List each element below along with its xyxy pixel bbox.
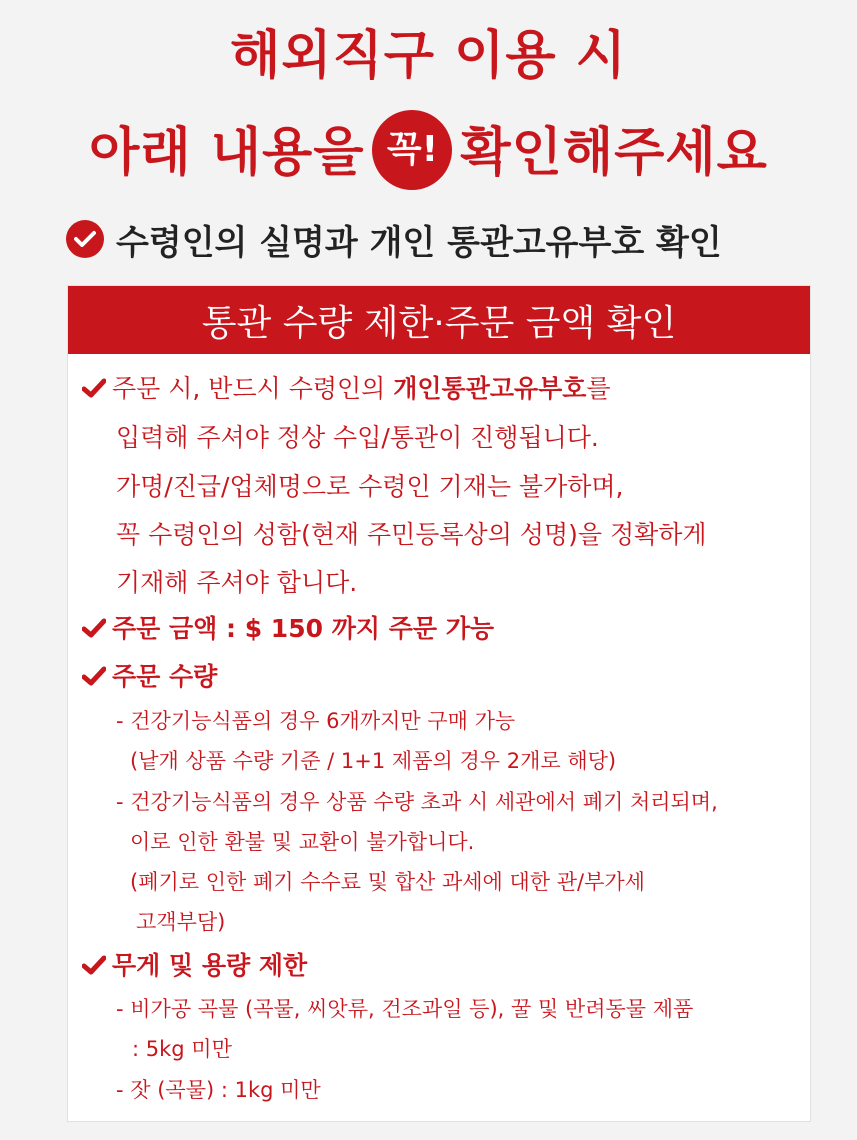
order-quantity-heading: 주문 수량 <box>112 662 218 691</box>
section1-line5: 기재해 주셔야 합니다. <box>116 568 358 597</box>
list-item: - 잣 (곡물) : 1kg 미만 <box>116 1078 321 1102</box>
section1-line2: 입력해 주셔야 정상 수입/통관이 진행됩니다. <box>116 423 599 452</box>
list-item: (폐기로 인한 폐기 수수료 및 합산 과세에 대한 관/부가세 <box>130 870 645 894</box>
notice-card <box>67 285 811 1122</box>
list-item: - 비가공 곡물 (곡물, 씨앗류, 건조과일 등), 꿀 및 반려동물 제품 <box>116 997 694 1021</box>
list-item: - 건강기능식품의 경우 6개까지만 구매 가능 <box>116 709 516 733</box>
list-item: 이로 인한 환불 및 교환이 불가합니다. <box>130 830 475 854</box>
list-item: 고객부담) <box>136 910 226 934</box>
order-amount-text: 주문 금액 : $ 150 까지 주문 가능 <box>112 614 495 643</box>
check-heading-text: 수령인의 실명과 개인 통관고유부호 확인 <box>116 222 722 263</box>
section1-line4: 꼭 수령인의 성함(현재 주민등록상의 성명)을 정확하게 <box>116 520 707 549</box>
title-line-2-start: 아래 내용을 <box>89 123 365 183</box>
title-line-2 <box>0 116 857 196</box>
section1-text-a: 주문 시, 반드시 수령인의 <box>112 374 386 403</box>
section2-line <box>82 609 494 649</box>
checkmark-icon <box>82 657 112 697</box>
card-header: 통관 수량 제한·주문 금액 확인 <box>68 286 810 354</box>
section1-line3: 가명/진급/업체명으로 수령인 기재는 불가하며, <box>116 472 624 501</box>
list-item: - 건강기능식품의 경우 상품 수량 초과 시 세관에서 폐기 처리되며, <box>116 790 718 814</box>
checkmark-icon <box>82 609 112 649</box>
checkmark-icon <box>82 369 112 409</box>
list-item: (낱개 상품 수량 기준 / 1+1 제품의 경우 2개로 해당) <box>130 749 617 773</box>
check-heading <box>66 214 722 264</box>
list-item: : 5kg 미만 <box>132 1037 232 1061</box>
title-line-1: 해외직구 이용 시 <box>230 26 627 86</box>
section1-text-b: 를 <box>586 374 611 403</box>
weight-limit-heading: 무게 및 용량 제한 <box>112 951 308 980</box>
section4-heading <box>82 946 307 986</box>
customs-code-text: 개인통관고유부호 <box>393 374 587 403</box>
emphasis-badge: 꼭! <box>372 110 452 190</box>
title-line-2-end: 확인해주세요 <box>460 123 768 183</box>
section1-line1 <box>82 369 611 409</box>
check-circle-icon <box>66 220 104 258</box>
section3-heading <box>82 657 217 697</box>
checkmark-icon <box>82 946 112 986</box>
